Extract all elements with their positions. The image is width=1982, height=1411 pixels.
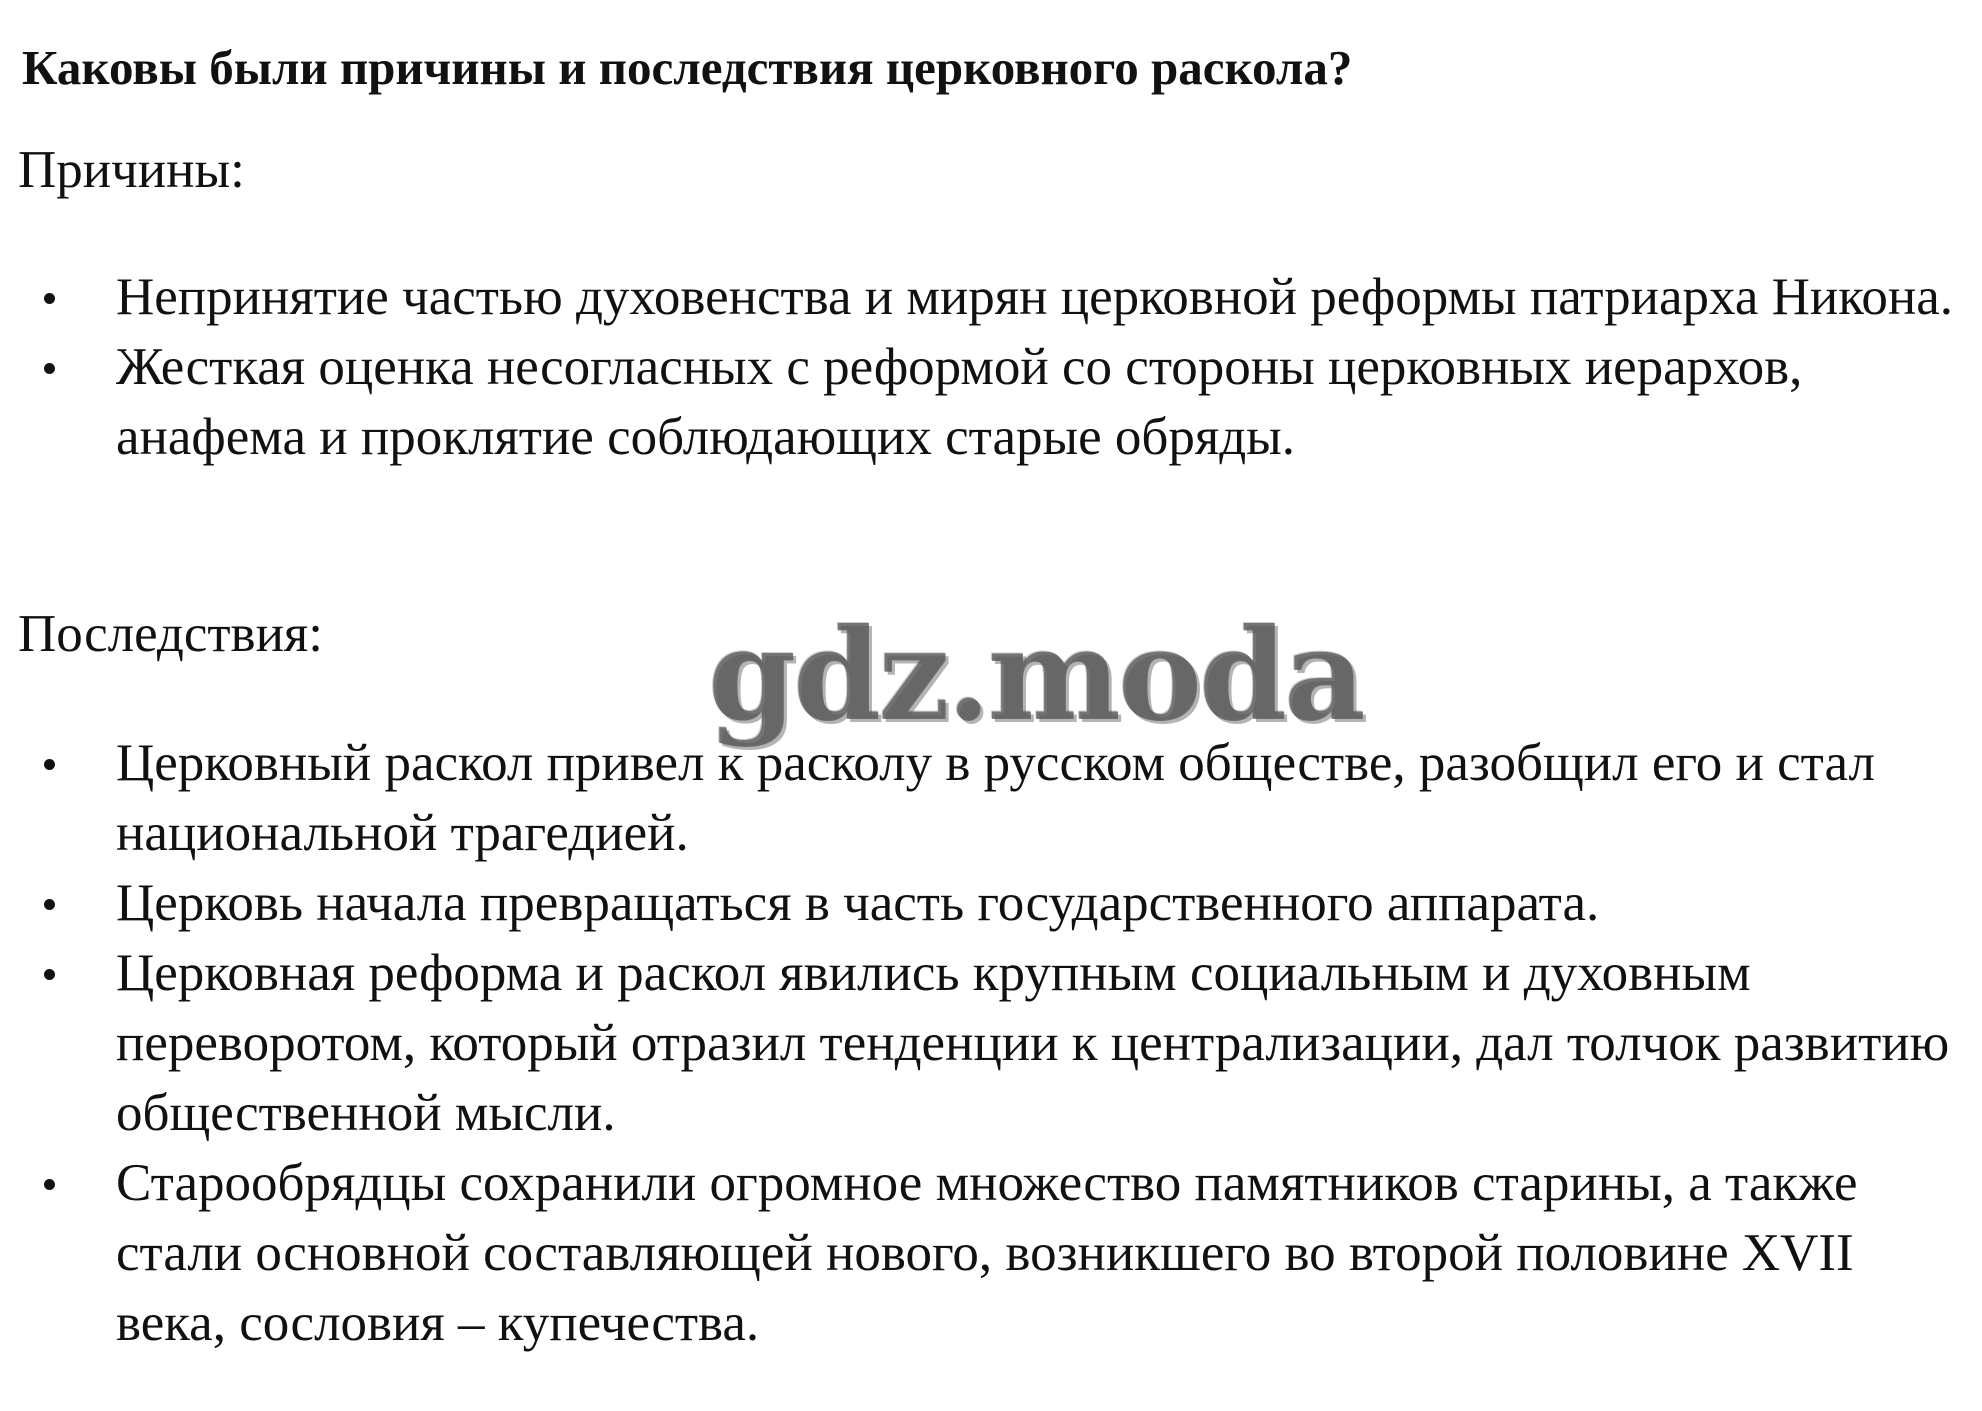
list-item xyxy=(0,868,1981,938)
consequences-heading: Последствия: xyxy=(18,605,324,663)
list-item-text: Церковь начала превращаться в часть государственного аппарата. xyxy=(116,874,1600,932)
bullet-icon xyxy=(44,759,55,770)
bullet-icon xyxy=(44,1179,55,1190)
causes-list xyxy=(0,262,1982,472)
list-item xyxy=(0,938,1981,1148)
list-item-text: Старообрядцы сохранили огромное множество памятников старины, а также стали основной составляющей нового, возникшего во второй половине XVII века, сословия – купечества. xyxy=(116,1154,1858,1352)
causes-heading: Причины: xyxy=(18,141,245,199)
list-item-text: Непринятие частью духовенства и мирян церковной реформы патриарха Никона. xyxy=(116,268,1953,326)
bullet-icon xyxy=(44,969,55,980)
bullet-icon xyxy=(44,293,55,304)
list-item-text: Церковный раскол привел к расколу в русском обществе, разобщил его и стал национальной трагедией. xyxy=(116,734,1875,862)
list-item xyxy=(0,332,1981,472)
list-item-text: Церковная реформа и раскол явились крупным социальным и духовным переворотом, который отразил тенденции к централизации, дал толчок развитию общественной мысли. xyxy=(116,944,1950,1142)
list-item-text: Жесткая оценка несогласных с реформой со стороны церковных иерархов, анафема и проклятие соблюдающих старые обряды. xyxy=(116,338,1803,466)
watermark-logo: gdz.moda xyxy=(708,601,1363,749)
consequences-list xyxy=(0,728,1982,1358)
list-item xyxy=(0,262,1981,332)
question-title: Каковы были причины и последствия церковного раскола? xyxy=(22,40,1353,95)
list-item xyxy=(0,728,1981,868)
bullet-icon xyxy=(44,899,55,910)
bullet-icon xyxy=(44,363,55,374)
list-item xyxy=(0,1148,1981,1358)
